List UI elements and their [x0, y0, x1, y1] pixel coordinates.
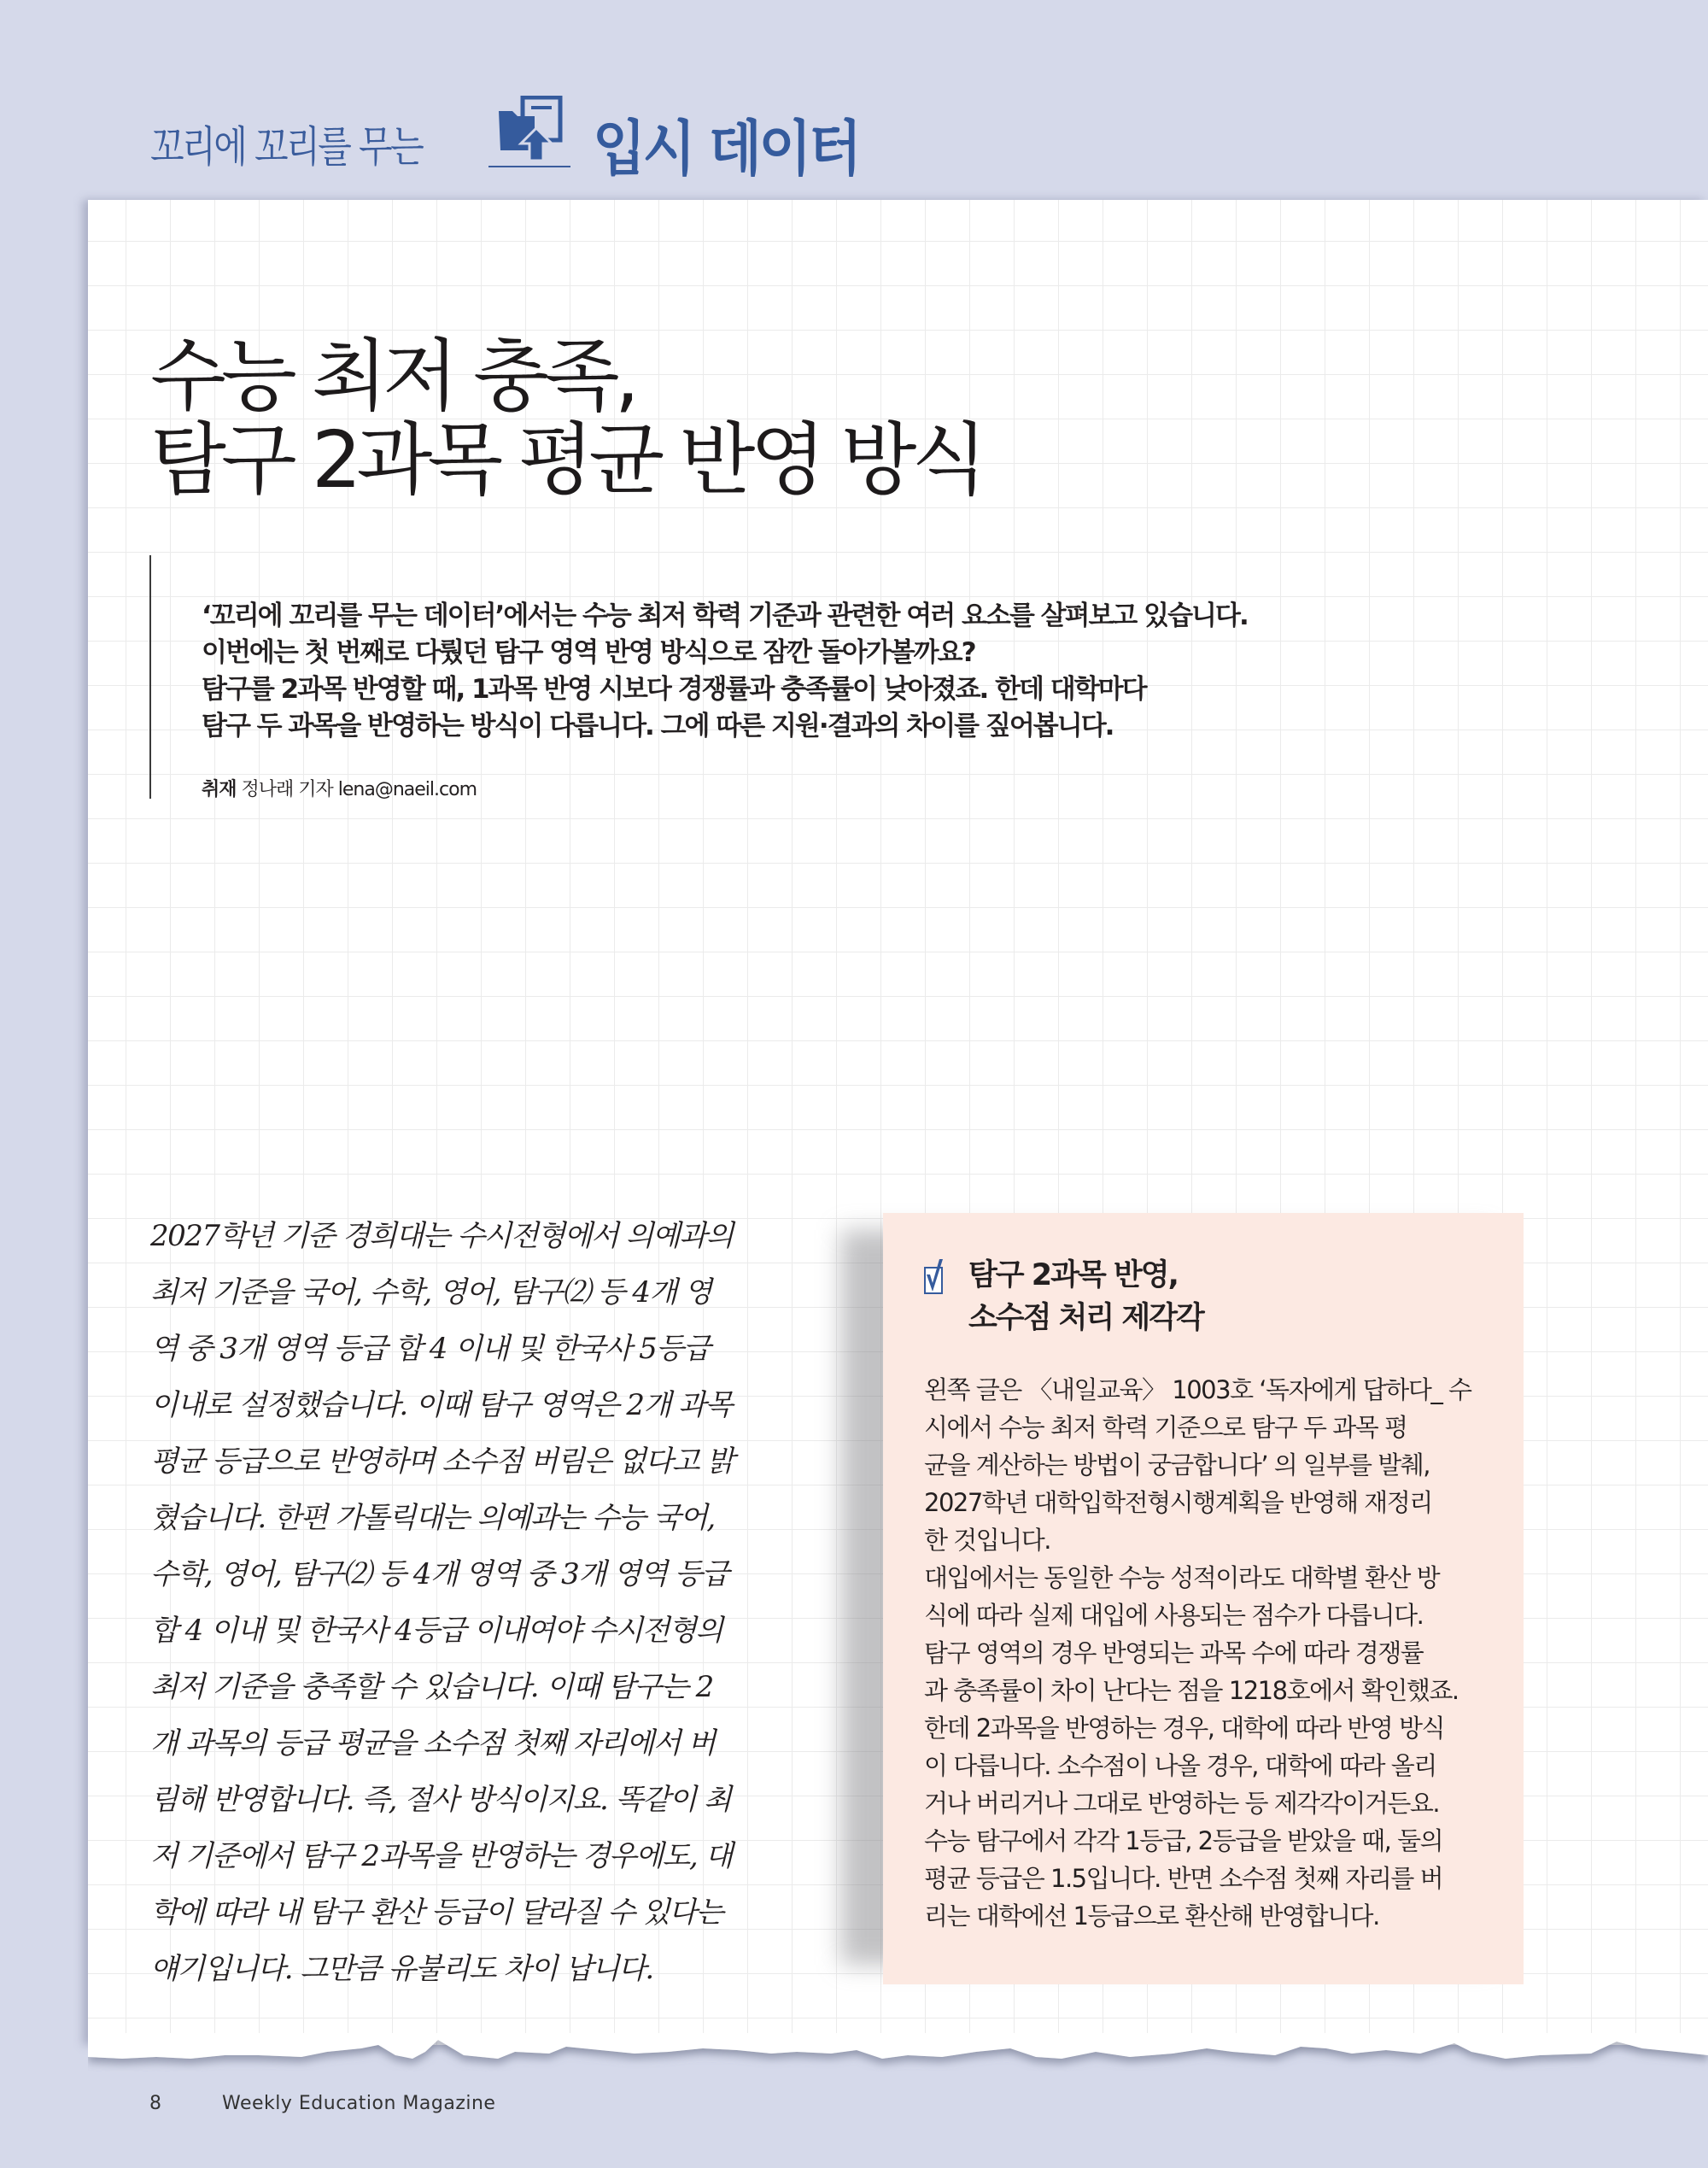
- box-title-line-2: 소수점 처리 제각각: [968, 1301, 1203, 1335]
- box-line: 식에 따라 실제 대입에 사용되는 점수가 다릅니다.: [924, 1601, 1424, 1630]
- box-line: 평균 등급은 1.5입니다. 반면 소수점 첫째 자리를 버: [924, 1864, 1443, 1893]
- lead-line: 이번에는 첫 번째로 다뤘던 탐구 영역 반영 방식으로 잠깐 돌아가볼까요?: [202, 637, 975, 668]
- folder-upload-icon: [497, 96, 574, 169]
- sidebar-note-box: [883, 1213, 1524, 1984]
- body-line: 이내로 설정했습니다. 이때 탐구 영역은 2개 과목: [150, 1388, 732, 1422]
- headline-line-1: 수능 최저 충족,: [150, 331, 635, 422]
- byline: [202, 775, 477, 801]
- body-line: 혔습니다. 한편 가톨릭대는 의예과는 수능 국어,: [150, 1501, 715, 1535]
- body-line: 학에 따라 내 탐구 환산 등급이 달라질 수 있다는: [150, 1896, 722, 1930]
- section-header: [0, 0, 1708, 200]
- body-line: 림해 반영합니다. 즉, 절사 방식이지요. 똑같이 최: [150, 1783, 731, 1817]
- box-body: [924, 1371, 1488, 1935]
- box-line: 거나 버리거나 그대로 반영하는 등 제각각이거든요.: [924, 1789, 1440, 1818]
- byline-label: 취재: [202, 779, 237, 800]
- box-line: 시에서 수능 최저 학력 기준으로 탐구 두 과목 평: [924, 1413, 1407, 1442]
- body-line: 개 과목의 등급 평균을 소수점 첫째 자리에서 버: [150, 1726, 715, 1761]
- body-line: 합 4 이내 및 한국사 4등급 이내여야 수시전형의: [150, 1614, 722, 1648]
- box-line: 과 충족률이 차이 난다는 점을 1218호에서 확인했죠.: [924, 1676, 1459, 1705]
- article-lead: [202, 598, 1397, 745]
- torn-paper-edge: [88, 2033, 1708, 2084]
- lead-line: 탐구 두 과목을 반영하는 방식이 다릅니다. 그에 따른 지원·결과의 차이를 짚어봅니다.: [202, 711, 1114, 741]
- body-line: 저 기준에서 탐구 2과목을 반영하는 경우에도, 대: [150, 1839, 732, 1873]
- lead-accent-bar: [149, 555, 151, 799]
- magazine-name: Weekly Education Magazine: [222, 2093, 496, 2114]
- header-underline: [488, 166, 570, 167]
- body-line: 최저 기준을 충족할 수 있습니다. 이때 탐구는 2: [150, 1670, 713, 1704]
- box-line: 수능 탐구에서 각각 1등급, 2등급을 받았을 때, 둘의: [924, 1826, 1443, 1855]
- checkbox-checked-icon: [924, 1257, 945, 1295]
- article-body: [150, 1208, 782, 1997]
- box-line: 한 것입니다.: [924, 1526, 1051, 1555]
- box-line: 2027학년 대학입학전형시행계획을 반영해 재정리: [924, 1488, 1432, 1517]
- body-line: 수학, 영어, 탐구⑵ 등 4개 영역 중 3개 영역 등급: [150, 1557, 728, 1591]
- body-line: 최저 기준을 국어, 수학, 영어, 탐구⑵ 등 4개 영: [150, 1275, 711, 1310]
- byline-author: 정나래 기자 lena@naeil.com: [241, 779, 477, 800]
- box-line: 이 다릅니다. 소수점이 나올 경우, 대학에 따라 올리: [924, 1751, 1436, 1780]
- lead-line: 탐구를 2과목 반영할 때, 1과목 반영 시보다 경쟁률과 충족률이 낮아졌죠. 한데 대학마다: [202, 674, 1146, 705]
- body-line: 역 중 3개 영역 등급 합 4 이내 및 한국사 5등급: [150, 1332, 710, 1366]
- headline-line-2: 탐구 2과목 평균 반영 방식: [150, 414, 983, 506]
- series-label: 꼬리에 꼬리를 무는: [150, 122, 423, 172]
- box-title-line-1: 탐구 2과목 반영,: [968, 1258, 1178, 1292]
- article-headline: [150, 331, 983, 506]
- box-line: 한데 2과목을 반영하는 경우, 대학에 따라 반영 방식: [924, 1714, 1444, 1743]
- body-line: 2027학년 기준 경희대는 수시전형에서 의예과의: [150, 1219, 733, 1253]
- box-line: 왼쪽 글은 〈내일교육〉 1003호 ‘독자에게 답하다_ 수: [924, 1375, 1471, 1404]
- body-line: 평균 등급으로 반영하며 소수점 버림은 없다고 밝: [150, 1444, 734, 1479]
- box-line: 리는 대학에선 1등급으로 환산해 반영합니다.: [924, 1901, 1379, 1931]
- box-line: 균을 계산하는 방법이 궁금합니다’ 의 일부를 발췌,: [924, 1450, 1430, 1480]
- box-title: [968, 1254, 1203, 1339]
- lead-line: ‘꼬리에 꼬리를 무는 데이터’에서는 수능 최저 학력 기준과 관련한 여러 요소를 살펴보고 있습니다.: [202, 601, 1248, 631]
- section-title: 입시 데이터: [593, 114, 859, 184]
- box-line: 대입에서는 동일한 수능 성적이라도 대학별 환산 방: [924, 1563, 1440, 1592]
- page-number: 8: [149, 2093, 162, 2114]
- body-line: 얘기입니다. 그만큼 유불리도 차이 납니다.: [150, 1952, 653, 1986]
- box-line: 탐구 영역의 경우 반영되는 과목 수에 따라 경쟁률: [924, 1638, 1424, 1667]
